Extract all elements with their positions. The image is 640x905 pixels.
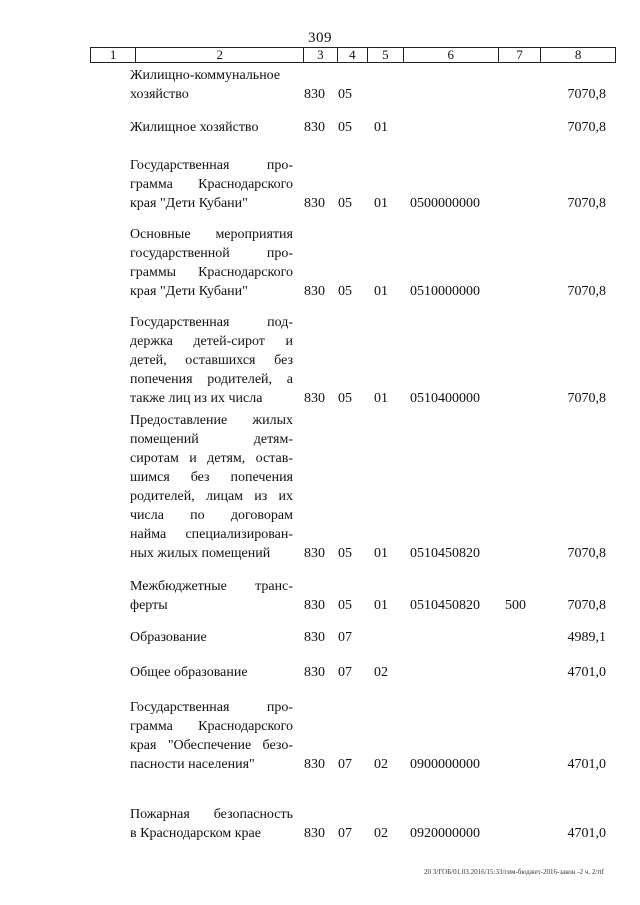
row-value-c6: 0500000000 [410,196,480,211]
row-value-c6: 0510450820 [410,598,480,613]
row-value-c4: 05 [338,196,352,211]
row-value-c8: 7070,8 [567,391,606,406]
row-name [130,156,293,213]
row-name-line: пасности населения" [130,757,255,772]
row-name-line: края "Дети Кубани" [130,196,248,211]
row-name-line: грамма Краснодарского [130,719,293,734]
row-name-line: детей, оставшихся без [130,353,293,368]
row-value-c6: 0900000000 [410,757,480,772]
row-value-c5: 01 [374,120,388,135]
row-value-c8: 4701,0 [567,826,606,841]
column-header-8: 8 [541,48,616,63]
row-name-line: граммы Краснодарского [130,265,293,280]
row-name-line: также лиц из их числа [130,391,263,406]
row-name [130,66,293,104]
row-name-line: Государственная под- [130,315,293,330]
row-value-c5: 01 [374,598,388,613]
row-value-c8: 7070,8 [567,196,606,211]
row-name-line: грамма Краснодарского [130,177,293,192]
row-name [130,698,293,774]
row-name [130,805,293,843]
row-name [130,663,293,682]
row-value-c8: 4701,0 [567,665,606,680]
row-value-c8: 7070,8 [567,87,606,102]
column-header-1: 1 [91,48,136,63]
row-value-c6: 0510450820 [410,546,480,561]
row-value-c6: 0510400000 [410,391,480,406]
row-value-c5: 01 [374,391,388,406]
row-name-line: в Краснодарском крае [130,826,261,841]
row-value-c4: 05 [338,598,352,613]
row-value-c4: 05 [338,120,352,135]
column-header-2: 2 [136,48,304,63]
column-header-4: 4 [337,48,368,63]
row-name-line: шимся без попечения [130,470,293,485]
row-value-c3: 830 [304,598,325,613]
row-value-c4: 07 [338,757,352,772]
row-name-line: Государственная про- [130,700,293,715]
row-value-c5: 01 [374,196,388,211]
row-value-c3: 830 [304,665,325,680]
row-value-c3: 830 [304,120,325,135]
row-value-c3: 830 [304,284,325,299]
row-name-line: края "Обеспечение безо- [130,738,293,753]
row-value-c4: 07 [338,826,352,841]
row-name [130,118,293,137]
row-value-c4: 07 [338,665,352,680]
row-name-line: края "Дети Кубани" [130,284,248,299]
row-value-c5: 02 [374,757,388,772]
row-value-c8: 4701,0 [567,757,606,772]
row-name-line: хозяйство [130,87,189,102]
row-value-c4: 07 [338,630,352,645]
row-name-line: Межбюджетные транс- [130,579,293,594]
row-value-c3: 830 [304,757,325,772]
row-value-c5: 01 [374,284,388,299]
row-name-line: ферты [130,598,168,613]
row-value-c8: 7070,8 [567,598,606,613]
row-name [130,225,293,301]
row-value-c4: 05 [338,391,352,406]
row-name-line: Предоставление жилых [130,413,293,428]
row-value-c8: 7070,8 [567,546,606,561]
row-name [130,411,293,563]
row-value-c4: 05 [338,284,352,299]
row-name-line: Жилищно-коммунальное [130,68,281,83]
row-value-c3: 830 [304,391,325,406]
row-value-c3: 830 [304,546,325,561]
row-name-line: Общее образование [130,665,248,680]
row-value-c4: 05 [338,87,352,102]
row-name-line: попечения родителей, а [130,372,293,387]
row-value-c7: 500 [505,598,526,613]
row-name-line: Основные мероприятия [130,227,293,242]
row-value-c8: 4989,1 [567,630,606,645]
row-name-line: родителей, лицам из их [130,489,293,504]
row-name-line: Образование [130,630,207,645]
column-header-3: 3 [304,48,337,63]
row-value-c5: 01 [374,546,388,561]
row-value-c4: 05 [338,546,352,561]
row-name-line: числа по договорам [130,508,293,523]
page-number: 309 [308,30,332,46]
row-name-line: помещений детям- [130,432,293,447]
row-value-c8: 7070,8 [567,284,606,299]
column-header-6: 6 [403,48,498,63]
row-value-c3: 830 [304,826,325,841]
row-value-c5: 02 [374,826,388,841]
row-value-c8: 7070,8 [567,120,606,135]
row-value-c6: 0920000000 [410,826,480,841]
row-name-line: Пожарная безопасность [130,807,293,822]
footer-file-stamp: 20 3/ГОБ/01.03.2016/15:33/гим-бюджет-2016-закон -2 ч. 2/rtf [424,868,604,876]
row-name-line: найма специализирован- [130,527,293,542]
row-name-line: держка детей-сирот и [130,334,293,349]
column-header-5: 5 [368,48,403,63]
row-name-line: сиротам и детям, остав- [130,451,293,466]
row-name-line: государственной про- [130,246,293,261]
row-value-c5: 02 [374,665,388,680]
row-name [130,577,293,615]
row-value-c3: 830 [304,630,325,645]
column-header-7: 7 [498,48,540,63]
row-name [130,628,293,647]
row-name-line: Жилищное хозяйство [130,120,259,135]
row-name-line: ных жилых помещений [130,546,271,561]
row-name [130,313,293,408]
row-value-c3: 830 [304,87,325,102]
row-value-c6: 0510000000 [410,284,480,299]
row-value-c3: 830 [304,196,325,211]
row-name-line: Государственная про- [130,158,293,173]
